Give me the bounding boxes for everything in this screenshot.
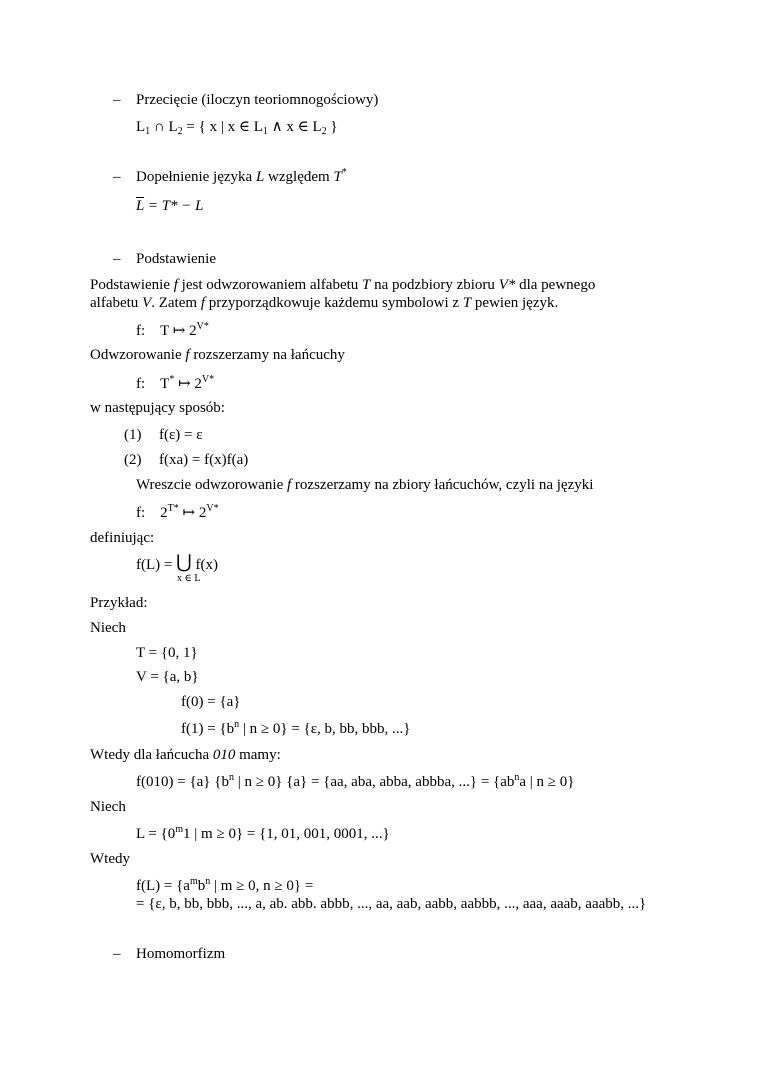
- formula-mapping-1: f: T ↦ $2^{V*}$: [136, 321, 209, 339]
- paragraph-line: Wtedy dla łańcucha 010 mamy:: [90, 747, 281, 763]
- bullet-dash: –: [113, 92, 121, 108]
- formula-definition: f(L) = ⋃ f(x): [136, 552, 218, 573]
- union-subscript: x ∈ L: [177, 573, 201, 584]
- paragraph-line: Odwzorowanie f rozszerzamy na łańcuchy: [90, 347, 345, 363]
- rule-formula: f(ε) = ε: [159, 427, 203, 443]
- paragraph-line: Niech: [90, 620, 126, 636]
- rule-number: (1): [124, 427, 142, 443]
- formula-complement: $\overline{L} = T* - L$: [136, 198, 204, 214]
- formula-set-T: T = {0, 1}: [136, 645, 198, 661]
- formula-fL: $f(L) = \{a^mb^n$ | m ≥ 0, n ≥ 0} =: [136, 876, 314, 894]
- paragraph-line: Wreszcie odwzorowanie f rozszerzamy na zbiory łańcuchów, czyli na języki: [136, 477, 594, 493]
- section-title-substitution: Podstawienie: [136, 251, 216, 267]
- section-title-intersection: Przecięcie (iloczyn teoriomnogościowy): [136, 92, 379, 108]
- paragraph-line: w następujący sposób:: [90, 400, 225, 416]
- paragraph-line: Niech: [90, 799, 126, 815]
- section-title-complement: Dopełnienie języka L względem T*: [136, 167, 347, 185]
- bullet-dash: –: [113, 169, 121, 185]
- formula-f1: $f(1) = \{b^n$ | n ≥ 0} = {ε, b, bb, bbb, ...}: [181, 719, 411, 737]
- formula-f010: f(010) = {a} {$b^n$ | n ≥ 0} {a} = {aa, aba, abba, abbba, ...} = {$ab^na$ | n ≥ 0}: [136, 772, 575, 790]
- bullet-dash: –: [113, 251, 121, 267]
- paragraph-line: Przykład:: [90, 595, 148, 611]
- formula-mapping-3: f: $2^{T*}$ ↦ $2^{V*}$: [136, 503, 219, 521]
- section-title-homomorphism: Homomorfizm: [136, 946, 226, 962]
- formula-mapping-2: f: T* ↦ $2^{V*}$: [136, 374, 215, 392]
- paragraph-line: alfabetu V. Zatem f przyporządkowuje każdemu symbolowi z T pewien język.: [90, 295, 559, 311]
- formula-L: $L = \{0^m1$ | m ≥ 0} = {1, 01, 001, 0001, ...}: [136, 824, 390, 842]
- paragraph-line: Podstawienie f jest odwzorowaniem alfabetu T na podzbiory zbioru V* dla pewnego: [90, 277, 596, 293]
- bullet-dash: –: [113, 946, 121, 962]
- formula-f0: f(0) = {a}: [181, 694, 241, 710]
- formula-intersection: $L_1$ ∩ $L_2$ = { x | x ∈ $L_1$ ∧ x ∈ $L_2$ }: [136, 119, 338, 137]
- paragraph-line: Wtedy: [90, 851, 130, 867]
- paragraph-line: definiując:: [90, 530, 155, 546]
- formula-fL-expansion: = {ε, b, bb, bbb, ..., a, ab. abb. abbb, ..., aa, aab, aabb, aabbb, ..., aaa, aaab, aaabb, ...}: [136, 896, 647, 912]
- formula-set-V: V = {a, b}: [136, 669, 199, 685]
- rule-formula: f(xa) = f(x)f(a): [159, 452, 249, 468]
- rule-number: (2): [124, 452, 142, 468]
